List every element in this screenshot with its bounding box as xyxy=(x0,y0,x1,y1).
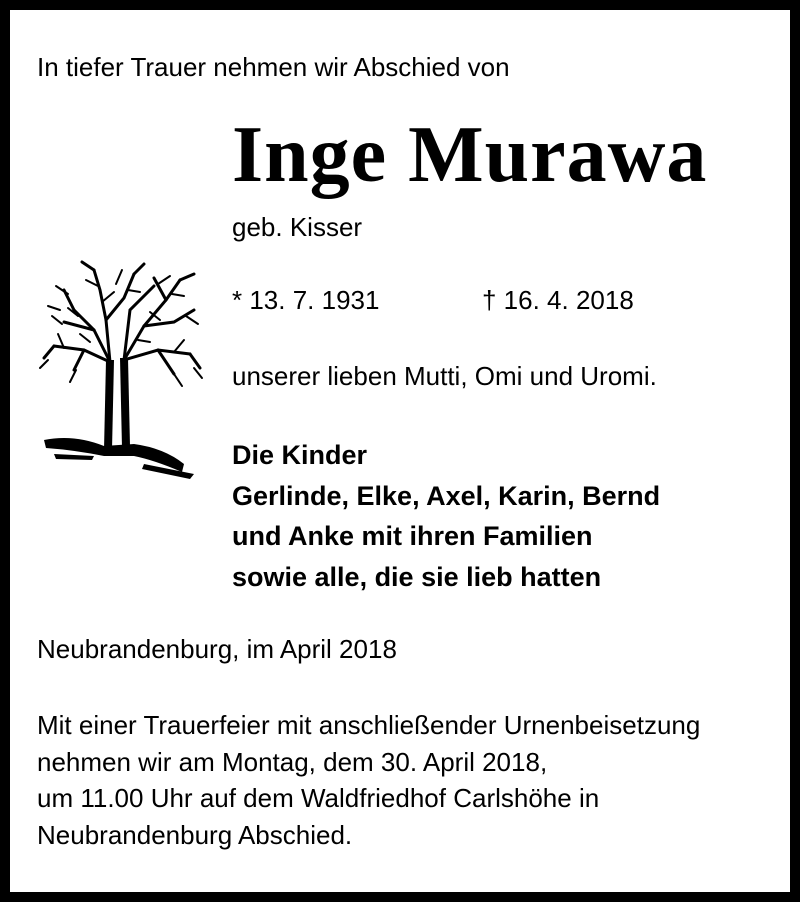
deceased-name: Inge Murawa xyxy=(232,111,708,199)
service-line: Mit einer Trauerfeier mit anschließender Urnenbeisetzung xyxy=(37,710,701,740)
mourners-line: sowie alle, die sie lieb hatten xyxy=(232,561,602,592)
death-date: † 16. 4. 2018 xyxy=(482,285,634,315)
service-line: Neubrandenburg Abschied. xyxy=(37,819,353,850)
intro-text: In tiefer Trauer nehmen wir Abschied von xyxy=(37,52,510,82)
mourners-list xyxy=(232,435,660,597)
mourners-line: Gerlinde, Elke, Axel, Karin, Bernd xyxy=(232,480,661,511)
maiden-name: geb. Kisser xyxy=(232,212,363,242)
birth-date: * 13. 7. 1931 xyxy=(232,285,380,315)
service-info xyxy=(37,707,700,853)
tree-icon xyxy=(34,250,206,482)
dedication-text: unserer lieben Mutti, Omi und Uromi. xyxy=(232,361,657,391)
obituary-notice xyxy=(10,10,790,892)
mourners-line: Die Kinder xyxy=(232,440,368,470)
place-date: Neubrandenburg, im April 2018 xyxy=(37,634,397,664)
service-line: nehmen wir am Montag, dem 30. April 2018, xyxy=(37,746,548,777)
service-line: um 11.00 Uhr auf dem Waldfriedhof Carlshöhe in xyxy=(37,783,600,813)
mourners-line: und Anke mit ihren Familien xyxy=(232,521,593,551)
